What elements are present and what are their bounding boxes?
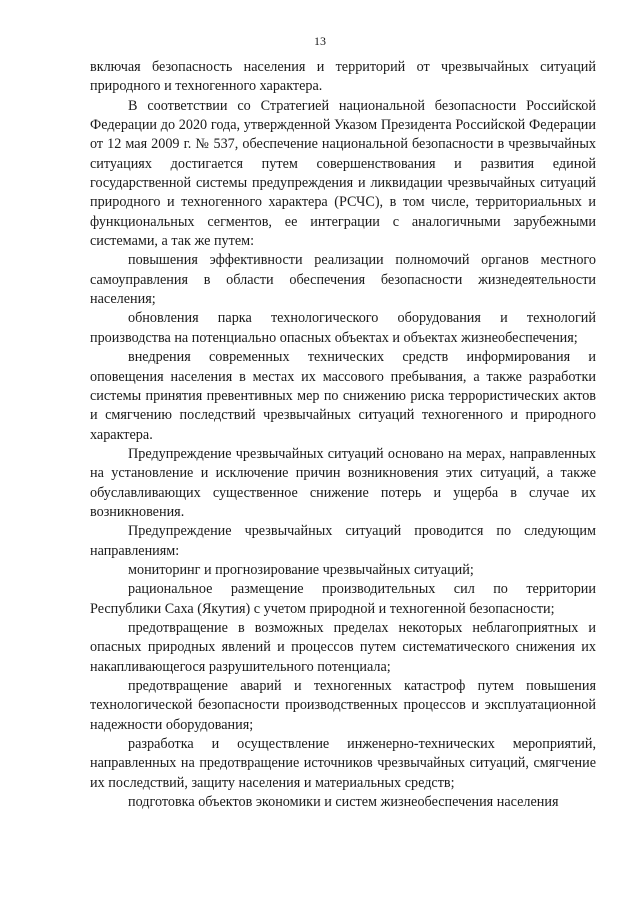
paragraph-prevention-directions: Предупреждение чрезвычайных ситуаций проводится по следующим направлениям: [90, 523, 596, 559]
page-number: 13 [314, 34, 326, 48]
paragraph-list-item: внедрения современных технических средств информирования и оповещения населения в местах их массового пребывания, а также разработки системы принятия превентивных мер по снижению риска террористических актов и смягчению последствий чрезвычайных ситуаций техногенного и природного характера. [90, 349, 596, 443]
paragraph-list-item: обновления парка технологического оборудования и технологий производства на потенциально опасных объектах и объектах жизнеобеспечения; [90, 310, 596, 346]
paragraph-strategy: В соответствии со Стратегией национальной безопасности Российской Федерации до 2020 года, утвержденной Указом Президента Российской Федерации от 12 мая 2009 г. № 537, обеспечение национальной безопасности в чрезвычайных ситуациях достигается путем совершенствования и развития единой государственной системы предупреждения и ликвидации чрезвычайных ситуаций природного и техногенного характера (РСЧС), в том числе, территориальных и функциональных сегментов, ее интеграции с аналогичными зарубежными системами, а так же путем: [90, 97, 596, 250]
paragraph-list-item: подготовка объектов экономики и систем жизнеобеспечения населения [128, 794, 559, 811]
paragraph-list-item: разработка и осуществление инженерно-технических мероприятий, направленных на предотвращение источников чрезвычайных ситуаций, смягчение их последствий, защиту населения и материальных средств; [90, 736, 596, 791]
document-body [90, 58, 596, 812]
paragraph-list-item: повышения эффективности реализации полномочий органов местного самоуправления в области обеспечения безопасности жизнедеятельности населения; [90, 252, 596, 308]
paragraph-list-item: предотвращение аварий и техногенных катастроф путем повышения технологической безопасности производственных процессов и эксплуатационной надежности оборудования; [90, 678, 596, 733]
paragraph-list-item: предотвращение в возможных пределах некоторых неблагоприятных и опасных природных явлений и процессов путем систематического снижения их накапливающегося разрушительного потенциала; [90, 619, 596, 675]
paragraph-list-item: мониторинг и прогнозирование чрезвычайных ситуаций; [128, 561, 474, 578]
paragraph-list-item: рациональное размещение производительных сил по территории Республики Саха (Якутия) с учетом природной и техногенной безопасности; [90, 581, 596, 617]
paragraph-continuation: включая безопасность населения и территорий от чрезвычайных ситуаций природного и техногенного характера. [90, 59, 596, 95]
paragraph-prevention-basis: Предупреждение чрезвычайных ситуаций основано на мерах, направленных на установление и исключение причин возникновения этих ситуаций, а также обуславливающих существенное снижение потерь и ущерба в случае их возникновения. [90, 445, 596, 520]
